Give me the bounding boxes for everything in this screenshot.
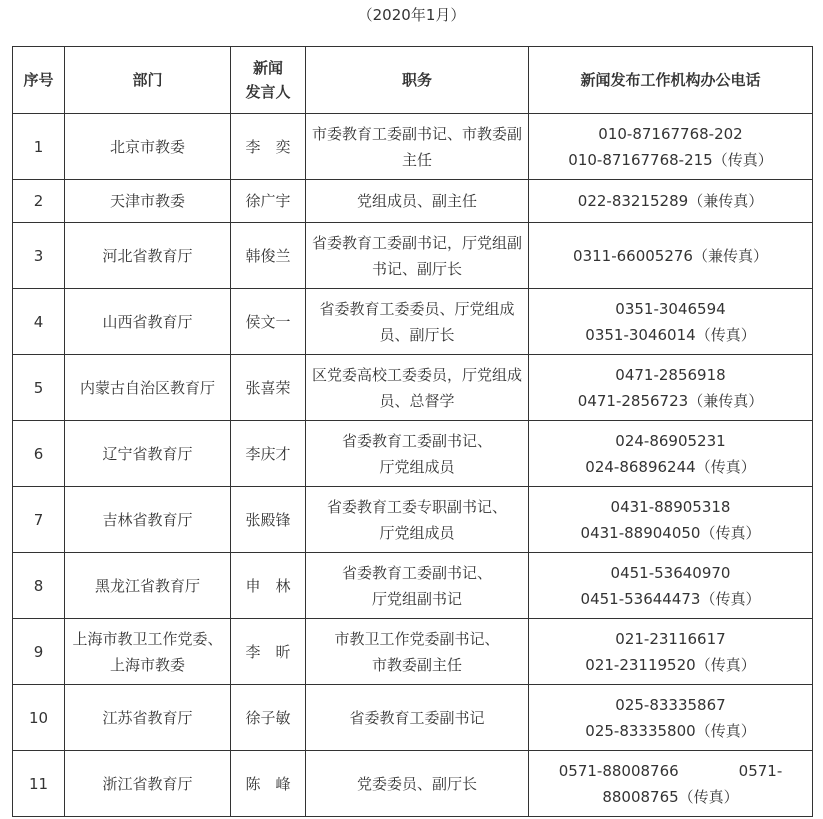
table-header-row — [13, 47, 813, 114]
duty-cell — [306, 289, 529, 355]
department-line: 内蒙古自治区教育厅 — [79, 378, 215, 397]
department-line: 黑龙江省教育厅 — [94, 576, 200, 595]
phone-cell — [529, 421, 813, 487]
spokesperson-name: 徐子敏 — [231, 685, 306, 751]
phone-cell — [529, 355, 813, 421]
phone-line: 88008765（传真） — [602, 787, 739, 806]
department-line: 上海市教委 — [109, 655, 185, 674]
department-cell — [65, 487, 231, 553]
duty-text: 党组成员、副主任 — [356, 192, 477, 210]
phone-cell — [529, 180, 813, 223]
department-cell — [65, 114, 231, 180]
row-number: 3 — [13, 223, 65, 289]
phone-line: 0351-3046014（传真） — [585, 325, 756, 344]
spokesperson-name: 张喜荣 — [231, 355, 306, 421]
spokesperson-name: 侯文一 — [231, 289, 306, 355]
table-row — [13, 685, 813, 751]
department-cell — [65, 223, 231, 289]
department-cell — [65, 355, 231, 421]
table-row — [13, 355, 813, 421]
row-number: 8 — [13, 553, 65, 619]
duty-cell — [306, 180, 529, 223]
phone-cell — [529, 114, 813, 180]
phone-cell — [529, 685, 813, 751]
table-row — [13, 180, 813, 223]
document-subtitle: （2020年1月） — [357, 6, 466, 24]
row-number: 11 — [13, 751, 65, 817]
department-line: 上海市教卫工作党委、 — [72, 629, 223, 648]
phone-cell — [529, 553, 813, 619]
row-number: 9 — [13, 619, 65, 685]
department-line: 北京市教委 — [109, 137, 185, 156]
row-number: 5 — [13, 355, 65, 421]
duty-cell — [306, 751, 529, 817]
header-spokesperson-line2: 发言人 — [245, 83, 291, 101]
duty-line: 市教卫工作党委副书记、 — [334, 629, 500, 648]
spokesperson-name: 李 昕 — [231, 619, 306, 685]
phone-cell — [529, 487, 813, 553]
duty-cell — [306, 223, 529, 289]
spokesperson-name: 李 奕 — [231, 114, 306, 180]
duty-text: 省委教育工委副书记 — [349, 708, 485, 727]
phone-line: 0471-2856723（兼传真） — [577, 391, 764, 410]
phone-line: 0451-53644473（传真） — [580, 589, 761, 608]
department-cell — [65, 751, 231, 817]
phone-line: 021-23116617 — [615, 629, 726, 648]
department-line: 辽宁省教育厅 — [102, 444, 193, 463]
spokesperson-name: 张殿锋 — [231, 487, 306, 553]
department-line: 吉林省教育厅 — [102, 510, 193, 529]
duty-text: 省委教育工委副书记，厅党组副书记、副厅长 — [312, 233, 523, 278]
department-cell — [65, 685, 231, 751]
table-row — [13, 487, 813, 553]
duty-line: 厅党组副书记 — [371, 589, 462, 608]
phone-line: 0451-53640970 — [610, 563, 731, 582]
duty-text: 市委教育工委副书记、市教委副主任 — [312, 124, 523, 169]
table-row — [13, 223, 813, 289]
phone-line: 0471-2856918 — [615, 365, 726, 384]
table-body — [13, 114, 813, 817]
header-spokesperson — [231, 47, 306, 114]
duty-line: 厅党组成员 — [379, 523, 455, 542]
table-row — [13, 553, 813, 619]
phone-line: 0351-3046594 — [615, 299, 726, 318]
phone-cell — [529, 289, 813, 355]
spokesperson-name: 徐广宇 — [231, 180, 306, 223]
phone-line: 024-86896244（传真） — [585, 457, 756, 476]
duty-cell — [306, 487, 529, 553]
duty-cell — [306, 685, 529, 751]
row-number: 2 — [13, 180, 65, 223]
department-line: 天津市教委 — [109, 192, 185, 210]
duty-cell — [306, 553, 529, 619]
department-line: 浙江省教育厅 — [102, 774, 193, 793]
duty-line: 省委教育工委副书记、 — [341, 563, 492, 582]
duty-line: 省委教育工委副书记、 — [341, 431, 492, 450]
phone-line: 025-83335867 — [615, 695, 726, 714]
table-row — [13, 751, 813, 817]
duty-cell — [306, 355, 529, 421]
spokesperson-name: 李庆才 — [231, 421, 306, 487]
department-cell — [65, 180, 231, 223]
department-cell — [65, 553, 231, 619]
row-number: 1 — [13, 114, 65, 180]
row-number: 10 — [13, 685, 65, 751]
department-line: 江苏省教育厅 — [102, 708, 193, 727]
duty-line: 厅党组成员 — [379, 457, 455, 476]
table-row — [13, 114, 813, 180]
row-number: 7 — [13, 487, 65, 553]
spokesperson-table — [12, 46, 813, 817]
header-no: 序号 — [13, 47, 65, 114]
department-cell — [65, 421, 231, 487]
spokesperson-name: 韩俊兰 — [231, 223, 306, 289]
table-row — [13, 421, 813, 487]
phone-line: 0431-88905318 — [610, 497, 731, 516]
phone-line: 010-87167768-215（传真） — [568, 150, 773, 169]
header-spokesperson-line1: 新闻 — [252, 59, 283, 77]
phone-line: 024-86905231 — [615, 431, 726, 450]
phone-line: 0571-88008766 0571- — [558, 761, 783, 780]
department-line: 山西省教育厅 — [102, 312, 193, 331]
phone-cell — [529, 223, 813, 289]
phone-cell — [529, 619, 813, 685]
duty-text: 省委教育工委委员、厅党组成员、副厅长 — [319, 299, 515, 344]
duty-cell — [306, 114, 529, 180]
department-cell — [65, 289, 231, 355]
phone-cell — [529, 751, 813, 817]
phone-line: 022-83215289（兼传真） — [577, 192, 764, 210]
table-row — [13, 289, 813, 355]
row-number: 4 — [13, 289, 65, 355]
phone-line: 025-83335800（传真） — [585, 721, 756, 740]
phone-line: 021-23119520（传真） — [585, 655, 756, 674]
row-number: 6 — [13, 421, 65, 487]
table-row — [13, 619, 813, 685]
header-phone: 新闻发布工作机构办公电话 — [529, 47, 813, 114]
duty-cell — [306, 421, 529, 487]
spokesperson-name: 陈 峰 — [231, 751, 306, 817]
duty-text: 党委委员、副厅长 — [356, 774, 477, 793]
phone-line: 010-87167768-202 — [598, 124, 743, 143]
duty-cell — [306, 619, 529, 685]
spokesperson-name: 申 林 — [231, 553, 306, 619]
header-duty: 职务 — [306, 47, 529, 114]
header-dept: 部门 — [65, 47, 231, 114]
department-cell — [65, 619, 231, 685]
duty-line: 省委教育工委专职副书记、 — [326, 497, 507, 516]
duty-line: 市教委副主任 — [371, 655, 462, 674]
duty-text: 区党委高校工委委员，厅党组成员、总督学 — [312, 365, 523, 410]
department-line: 河北省教育厅 — [102, 246, 193, 265]
phone-line: 0431-88904050（传真） — [580, 523, 761, 542]
phone-line: 0311-66005276（兼传真） — [573, 246, 768, 265]
